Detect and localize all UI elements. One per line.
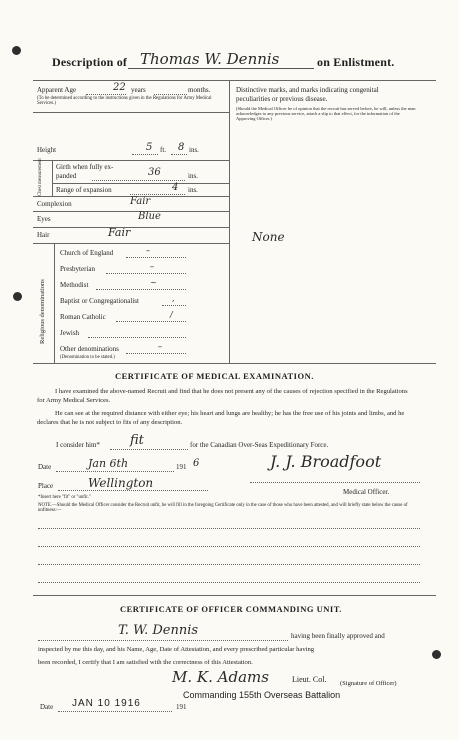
denomination-dash-3: ~ bbox=[150, 278, 157, 287]
medical-date-value: Jan 6th bbox=[88, 457, 129, 470]
height-label: Height bbox=[37, 146, 57, 154]
range-value: 4 bbox=[172, 182, 179, 193]
ins-label: ins. bbox=[189, 146, 199, 154]
marks-heading-2: peculiarities or previous disease. bbox=[236, 95, 328, 103]
place-label: Place bbox=[38, 482, 54, 490]
for-force-label: for the Canadian Over-Seas Expeditionary Force. bbox=[190, 441, 329, 449]
denomination-other: Other denominations bbox=[60, 345, 119, 353]
officer-signature: M. K. Adams bbox=[172, 668, 269, 686]
punch-hole-top bbox=[12, 46, 21, 55]
officer-line-1-end: having been finally approved and bbox=[291, 632, 385, 640]
denomination-dash-6: – bbox=[158, 342, 162, 351]
insert-note: *Insert here "fit" or "unfit." bbox=[38, 495, 91, 500]
unfitness-line-2 bbox=[38, 546, 420, 547]
officer-certificate-heading: CERTIFICATE OF OFFICER COMMANDING UNIT. bbox=[120, 604, 342, 614]
girth-value: 36 bbox=[148, 167, 161, 178]
officer-line-3: been recorded, I certify that I am satisfied with the correctness of this Attestation. bbox=[38, 659, 253, 666]
recruit-name-signature: Thomas W. Dennis bbox=[140, 50, 280, 68]
range-label: Range of expansion bbox=[56, 186, 112, 194]
religious-label: Religious denominations bbox=[39, 279, 46, 344]
girth-ins-label: ins. bbox=[188, 172, 198, 180]
consider-value: fit bbox=[130, 433, 144, 448]
apparent-age-label: Apparent Age bbox=[37, 86, 77, 94]
medical-year-label: 191 bbox=[176, 463, 187, 471]
denomination-roman-catholic: Roman Catholic bbox=[60, 313, 106, 321]
denomination-methodist: Methodist bbox=[60, 281, 89, 289]
girth-label-2: panded bbox=[56, 172, 77, 180]
girth-label-1: Girth when fully ex- bbox=[56, 163, 114, 171]
denomination-jewish: Jewish bbox=[60, 329, 80, 337]
place-value: Wellington bbox=[88, 476, 154, 490]
marks-value: None bbox=[252, 230, 285, 244]
age-note: (To be determined according to the instructions given in the Regulations for Army Medical Services.) bbox=[37, 96, 212, 107]
medical-year-value: 6 bbox=[193, 458, 200, 469]
ft-label: ft. bbox=[160, 146, 167, 154]
officer-line-2: inspected by me this day, and his Name, Age, Date of Attestation, and every prescribed particular having bbox=[38, 646, 315, 653]
complexion-value: Fair bbox=[130, 196, 151, 207]
years-label: years bbox=[131, 86, 146, 94]
height-ins-value: 8 bbox=[178, 142, 185, 153]
officer-unit-stamp: Commanding 155th Overseas Battalion bbox=[183, 690, 341, 700]
officer-rank-stamp: Lieut. Col. bbox=[292, 675, 327, 684]
consider-label: I consider him* bbox=[56, 441, 100, 449]
officer-date-label: Date bbox=[40, 703, 54, 711]
denomination-dash-5: / bbox=[170, 310, 173, 319]
medical-officer-label: Medical Officer. bbox=[343, 488, 390, 496]
height-ft-value: 5 bbox=[146, 142, 153, 153]
medical-para-1: I have examined the above-named Recruit and find that he does not present any of the causes of rejection specified in the Regulations for Army Medical Services. bbox=[37, 388, 408, 404]
medical-date-label: Date bbox=[38, 463, 52, 471]
unfit-note: NOTE.—Should the Medical Officer consider the Recruit unfit, he will fill in the foregoing Certificate only in the case of those who have been attested, and will briefly state below the cause of unfitness:— bbox=[38, 503, 408, 514]
marks-heading-1: Distinctive marks, and marks indicating congenital bbox=[236, 86, 379, 94]
denomination-church-of-england: Church of England bbox=[60, 249, 114, 257]
punch-hole-bottom bbox=[432, 650, 441, 659]
range-ins-label: ins. bbox=[188, 186, 198, 194]
hair-label: Hair bbox=[37, 231, 50, 239]
apparent-age-value: 22 bbox=[113, 82, 126, 93]
months-label: months. bbox=[188, 86, 211, 94]
hair-value: Fair bbox=[108, 226, 131, 239]
punch-hole-middle bbox=[13, 292, 22, 301]
eyes-label: Eyes bbox=[37, 215, 51, 223]
denomination-presbyterian: Presbyterian bbox=[60, 265, 95, 273]
marks-note: (Should the Medical Officer be of opinion that the recruit has served before, he will, unless the man acknowledges to any previous service, attach a slip to that effect, for the information of the Approving Officer.) bbox=[236, 106, 416, 122]
officer-signature-label: (Signature of Officer) bbox=[340, 680, 397, 687]
chest-label: Chest measurement bbox=[38, 158, 43, 196]
officer-date-stamp: JAN 10 1916 bbox=[72, 698, 141, 709]
denomination-dash-2: – bbox=[150, 262, 154, 271]
title-right: on Enlistment. bbox=[317, 55, 395, 69]
medical-certificate-heading: CERTIFICATE OF MEDICAL EXAMINATION. bbox=[115, 371, 314, 381]
unfitness-line-4 bbox=[38, 582, 420, 583]
denomination-dash-4: , bbox=[172, 294, 175, 303]
officer-year-label: 191 bbox=[176, 703, 187, 711]
denomination-baptist: Baptist or Congregationalist bbox=[60, 297, 139, 305]
denomination-dash-1: – bbox=[146, 246, 150, 255]
complexion-label: Complexion bbox=[37, 200, 72, 208]
medical-para-2: He can see at the required distance with either eye; his heart and lungs are healthy; he has the free use of his joints and limbs, and he declares that he is not subject to fits of any description. bbox=[37, 410, 405, 426]
unfitness-line-3 bbox=[38, 564, 420, 565]
medical-officer-signature: J. J. Broadfoot bbox=[270, 452, 382, 471]
other-denomination-note: (Denomination to be stated.) bbox=[60, 355, 115, 360]
officer-recruit-name: T. W. Dennis bbox=[118, 623, 199, 638]
title-left: Description of bbox=[52, 55, 128, 69]
eyes-value: Blue bbox=[138, 211, 161, 222]
unfitness-line-1 bbox=[38, 528, 420, 529]
